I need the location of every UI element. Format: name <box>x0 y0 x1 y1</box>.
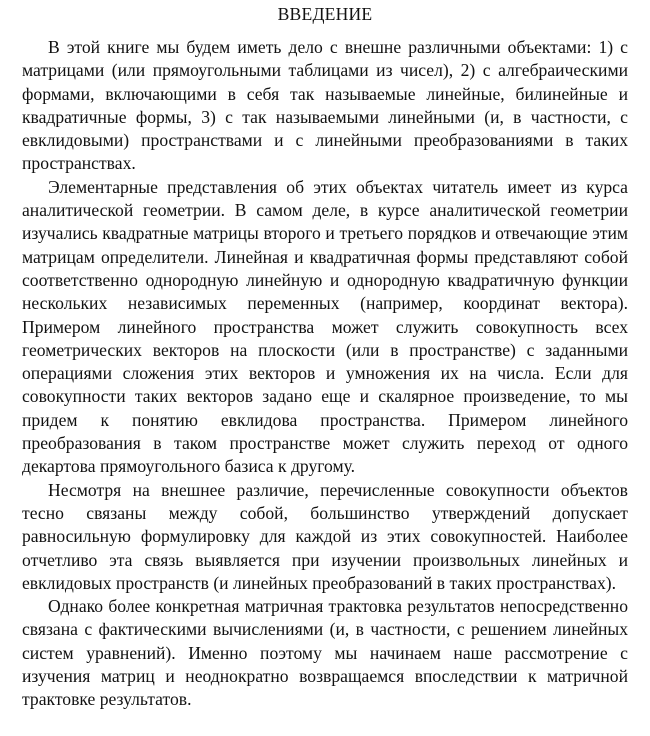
paragraph-1: В этой книге мы будем иметь дело с внешне различными объектами: 1) с матрицами (или прямоугольными таблицами из чисел), 2) с алгебраическими формами, включающими в себя так называемые линейные, билинейные и квадратичные формы, 3) с так называемыми линейными (и, в частности, с евклидовыми) пространствами и с линейными преобразованиями в таких пространствах. <box>22 37 628 174</box>
paragraph-3: Несмотря на внешнее различие, перечисленные совокупности объектов тесно связаны между собой, большинство утверждений допускает равносильную формулировку для каждой из этих совокупностей. Наиболее отчетливо эта связь выявляется при изучении произвольных линейных и евклидовых пространств (и линейных преобразований в таких пространствах). <box>22 479 628 593</box>
paragraph-4: Однако более конкретная матричная трактовка результатов непосредственно связана с фактическими вычислениями (и, в частности, с решением линейных систем уравнений). Именно поэтому мы начинаем наше рассмотрение с изучения матриц и неоднократно возвращаемся впоследствии к матричной трактовке результатов. <box>22 596 628 710</box>
section-title: ВВЕДЕНИЕ <box>277 4 373 24</box>
paragraph-2: Элементарные представления об этих объектах читатель имеет из курса аналитической геометрии. В самом деле, в курсе аналитической геометрии изучались квадратные матрицы второго и третьего порядков и отвечающие этим матрицам определители. Линейная и квадратичная формы представляют собой соответственно однородную линейную и однородную квадратичную функции нескольких независимых переменных (например, координат вектора). Примером линейного пространства может служить совокупность всех геометрических векторов на плоскости (или в пространстве) с заданными операциями сложения этих векторов и умножения их на числа. Если для совокупности таких векторов задано еще и скалярное произведение, то мы придем к понятию евклидова пространства. Примером линейного преобразования в таком пространстве может служить переход от одного декартова прямоугольного базиса к другому. <box>22 176 628 477</box>
